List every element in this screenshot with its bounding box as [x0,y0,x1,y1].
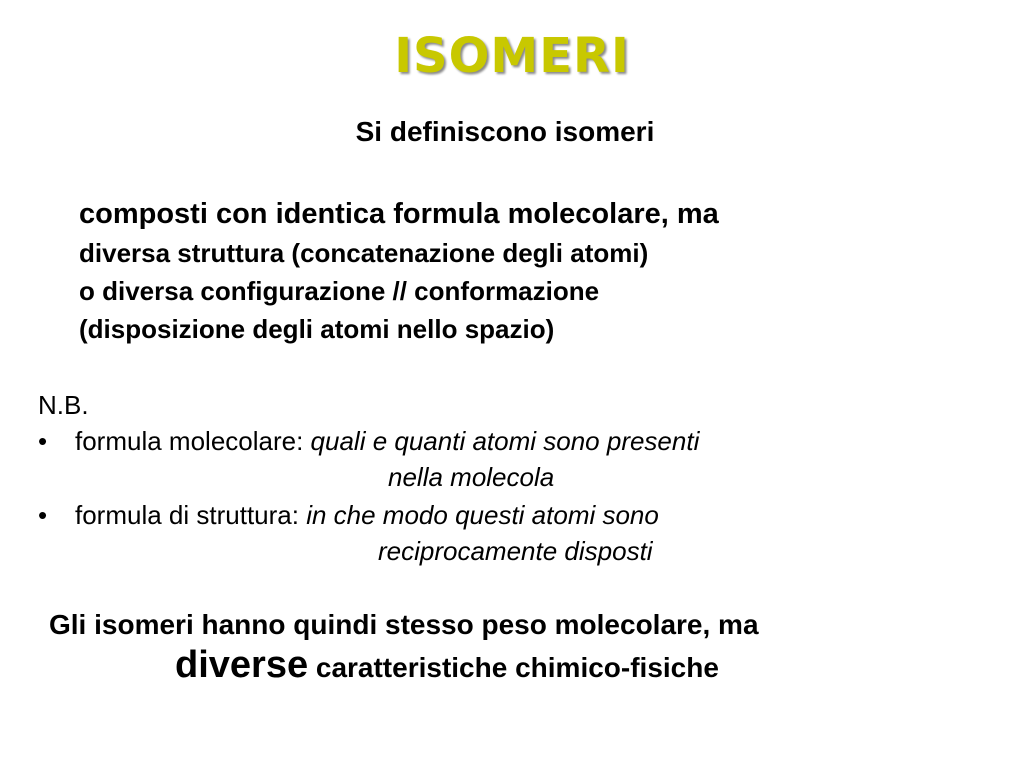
bullet-description: quali e quanti atomi sono presenti [310,426,700,456]
conclusion-line-1: Gli isomeri hanno quindi stesso peso molecolare, ma [49,609,759,640]
conclusion-emphasis: diverse [175,644,309,686]
definition-line-1: composti con identica formula molecolare, ma [79,198,719,230]
bullet-icon: • [38,500,48,530]
definition-line-3: o diversa configurazione // conformazione [79,276,600,306]
definition-line-2: diversa struttura (concatenazione degli atomi) [79,238,649,268]
bullet-icon: • [38,426,48,456]
definition-line-4: (disposizione degli atomi nello spazio) [79,314,555,344]
bullet-description: in che modo questi atomi sono [306,500,659,530]
conclusion-rest: caratteristiche chimico-fisiche [308,652,719,683]
intro-heading: Si definiscono isomeri [355,116,655,147]
bullet-item-formula-di-struttura [75,500,659,531]
bullet-description-continuation: nella molecola [388,462,555,492]
bullet-description-continuation: reciprocamente disposti [378,536,653,566]
bullet-term: formula molecolare: [75,426,311,456]
bullet-item-formula-molecolare [75,426,699,457]
conclusion-line-2 [175,644,719,687]
nb-label: N.B. [38,390,89,420]
bullet-term: formula di struttura: [75,500,307,530]
slide-title: ISOMERI [394,28,630,84]
